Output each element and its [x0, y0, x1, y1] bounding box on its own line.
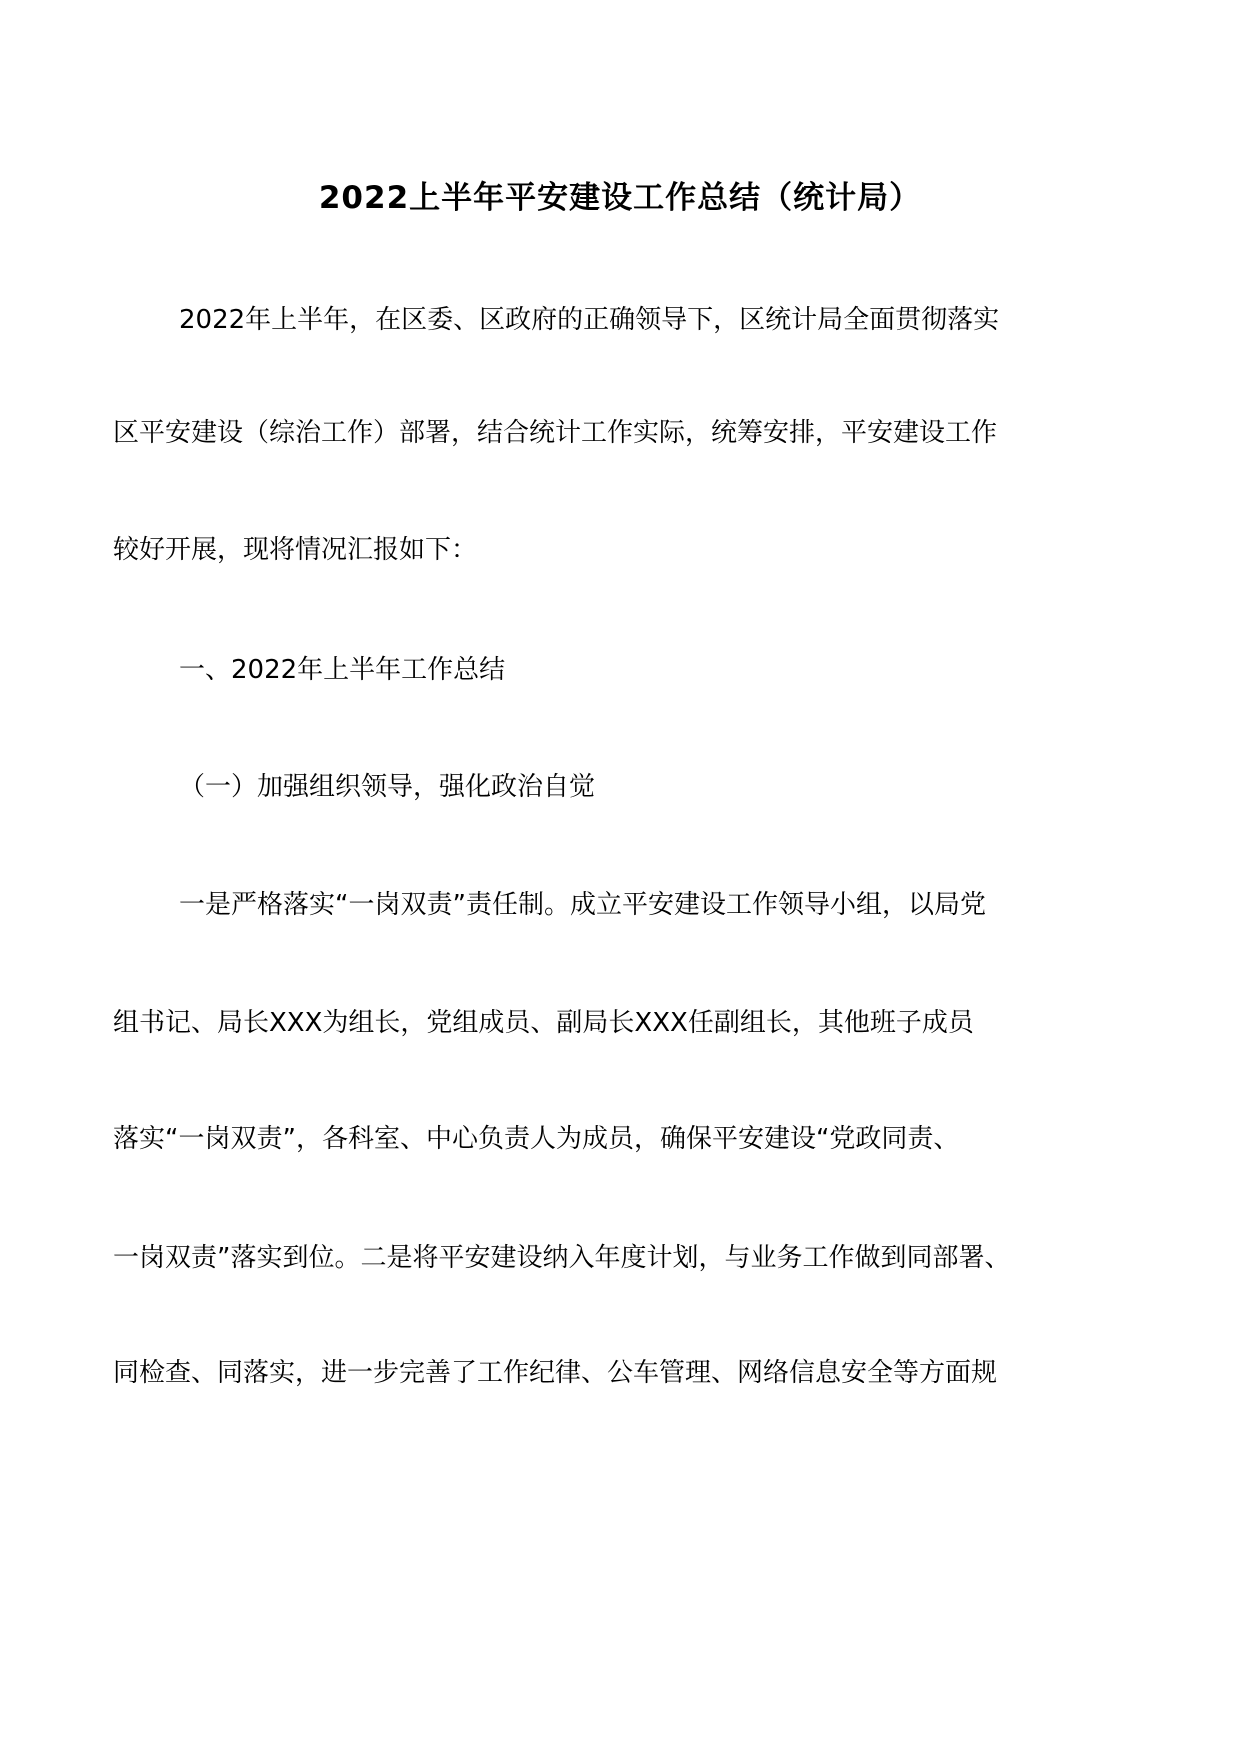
- paragraph-line: 落实“一岗双责”，各科室、中心负责人为成员，确保平安建设“党政同责、: [113, 1124, 960, 1154]
- paragraph-line: 区平安建设（综治工作）部署，结合统计工作实际，统筹安排，平安建设工作: [113, 418, 998, 448]
- paragraph-line: 一是严格落实“一岗双责”责任制。成立平安建设工作领导小组，以局党: [179, 890, 986, 920]
- document-title: 2022上半年平安建设工作总结（统计局）: [318, 180, 922, 216]
- paragraph-line: 2022年上半年，在区委、区政府的正确领导下，区统计局全面贯彻落实: [179, 305, 1000, 335]
- paragraph-line: 一岗双责”落实到位。二是将平安建设纳入年度计划，与业务工作做到同部署、: [113, 1243, 1011, 1273]
- subsection-heading: （一）加强组织领导，强化政治自觉: [179, 772, 596, 802]
- paragraph-line: 同检查、同落实，进一步完善了工作纪律、公车管理、网络信息安全等方面规: [113, 1358, 998, 1388]
- section-heading: 一、2022年上半年工作总结: [179, 655, 506, 685]
- paragraph-line: 组书记、局长XXX为组长，党组成员、副局长XXX任副组长，其他班子成员: [113, 1008, 974, 1038]
- paragraph-line: 较好开展，现将情况汇报如下：: [113, 535, 478, 565]
